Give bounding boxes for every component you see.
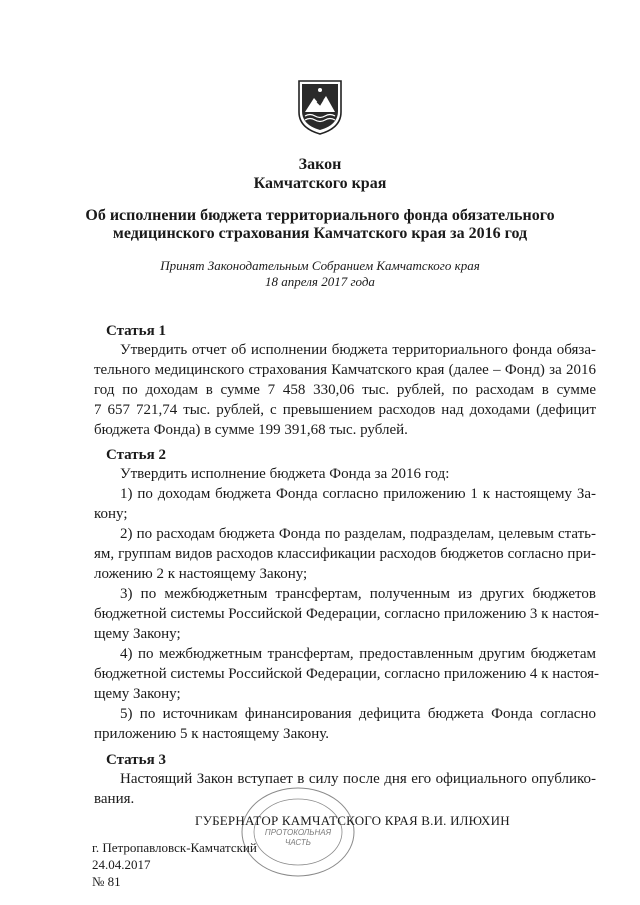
article-2-line: бюджетной системы Российской Федерации, согласно приложению 3 к настоя- <box>94 606 600 622</box>
article-2-line: бюджетной системы Российской Федерации, согласно приложению 4 к настоя- <box>94 666 600 682</box>
document-title-region: Камчатского края <box>253 175 387 192</box>
article-3-line: вания. <box>94 791 135 807</box>
document-title: Закон <box>298 156 342 173</box>
article-1-line: тельного медицинского страхования Камчатского края (далее – Фонд) за 2016 <box>94 362 596 378</box>
article-2-line: щему Закону; <box>94 686 181 702</box>
signing-city: г. Петропавловск-Камчатский <box>92 840 257 855</box>
article-1-heading: Статья 1 <box>106 323 166 339</box>
governor-signature: ГУБЕРНАТОР КАМЧАТСКОГО КРАЯ В.И. ИЛЮХИН <box>195 813 510 828</box>
article-2-line: щему Закону; <box>94 626 181 642</box>
article-1-line: год по доходам в сумме 7 458 330,06 тыс. рублей, по расходам в сумме <box>94 382 596 398</box>
document-subject-line-2: медицинского страхования Камчатского края за 2016 год <box>112 225 528 242</box>
article-3-line: Настоящий Закон вступает в силу после дня его официального опублико- <box>120 771 596 787</box>
adopted-by-line: Принят Законодательным Собранием Камчатского края <box>160 258 480 273</box>
document-subject-line-1: Об исполнении бюджета территориального фонда обязательного <box>85 207 555 224</box>
signing-date: 24.04.2017 <box>92 857 151 872</box>
svg-text:ЧАСТЬ: ЧАСТЬ <box>285 838 311 847</box>
article-2-line: Утвердить исполнение бюджета Фонда за 2016 год: <box>120 466 450 482</box>
kamchatka-coat-of-arms-icon <box>295 78 345 136</box>
article-2-line: приложению 5 к настоящему Закону. <box>94 726 330 742</box>
article-2-line: 5) по источникам финансирования дефицита бюджета Фонда согласно <box>120 706 596 722</box>
article-2-line: ям, группам видов расходов классификации расходов бюджетов согласно при- <box>94 546 596 562</box>
official-stamp-icon <box>238 785 358 880</box>
article-2-line: 3) по межбюджетным трансфертам, полученным из других бюджетов <box>120 586 596 602</box>
article-3-heading: Статья 3 <box>106 752 166 768</box>
article-2-heading: Статья 2 <box>106 447 166 463</box>
article-2-line: ложению 2 к настоящему Закону; <box>94 566 308 582</box>
article-1-line: 7 657 721,74 тыс. рублей, с превышением расходов над доходами (дефицит <box>94 402 596 418</box>
article-2-line: 4) по межбюджетным трансфертам, предоставленным другим бюджетам <box>120 646 596 662</box>
law-number: № 81 <box>92 874 121 889</box>
svg-text:ПРОТОКОЛЬНАЯ: ПРОТОКОЛЬНАЯ <box>264 828 332 837</box>
adopted-date-line: 18 апреля 2017 года <box>265 274 375 289</box>
article-2-line: 1) по доходам бюджета Фонда согласно приложению 1 к настоящему За- <box>120 486 596 502</box>
article-1-line: бюджета Фонда) в сумме 199 391,68 тыс. рублей. <box>94 422 408 438</box>
article-2-line: кону; <box>94 506 128 522</box>
article-2-line: 2) по расходам бюджета Фонда по разделам, подразделам, целевым стать- <box>120 526 596 542</box>
article-1-line: Утвердить отчет об исполнении бюджета территориального фонда обяза- <box>120 342 596 358</box>
